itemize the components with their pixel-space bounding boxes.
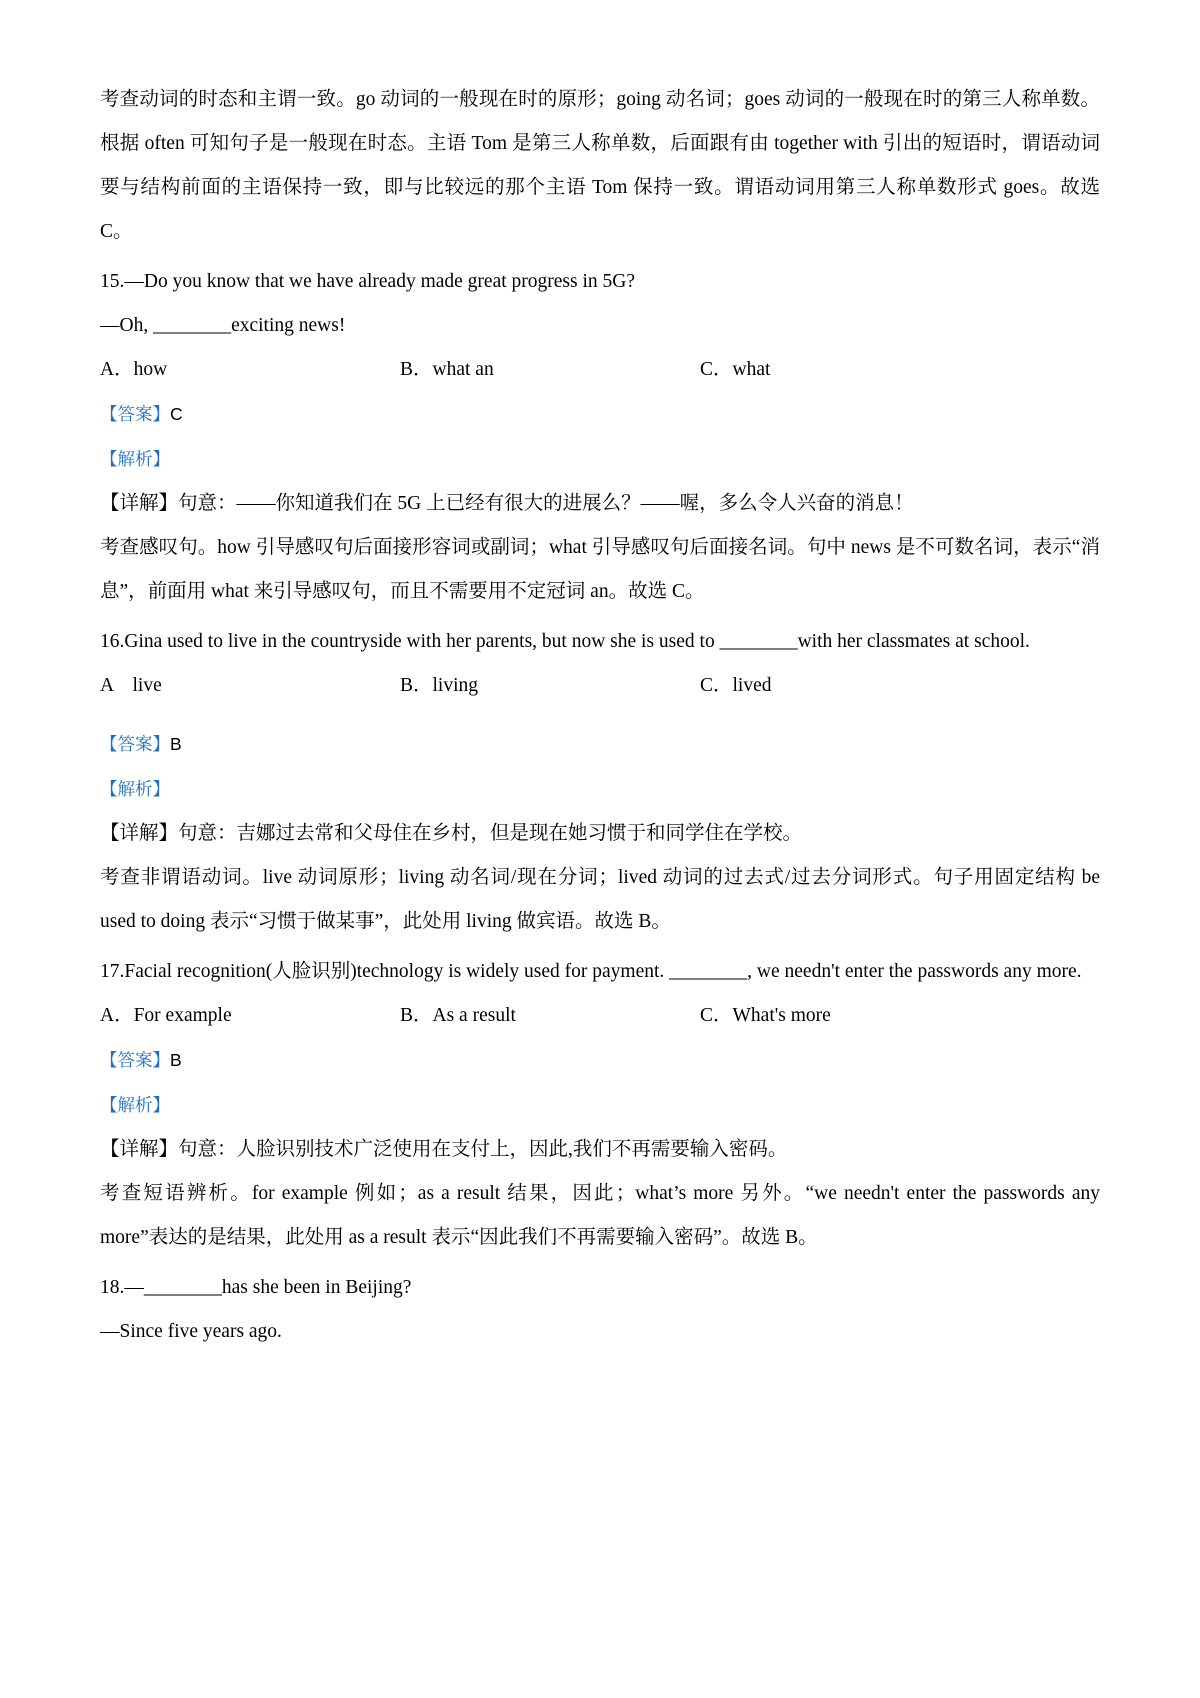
analysis-tag: 【解析】: [100, 449, 170, 469]
question-15-options: [100, 348, 1100, 392]
question-15-answer-line: [100, 392, 1100, 437]
answer-tag: 【答案】: [100, 1050, 170, 1070]
question-18-stem-line-1: 18.—________has she been in Beijing?: [100, 1277, 412, 1298]
question-18: [100, 1266, 1100, 1354]
question-18-stem-line-2: —Since five years ago.: [100, 1321, 282, 1342]
question-15-option-c[interactable]: C．what: [700, 359, 771, 380]
question-15: [100, 260, 1100, 614]
answer-tag: 【答案】: [100, 404, 170, 424]
question-16-stem-line-1: 16.Gina used to live in the countryside with her parents, but now she is used to ________with her classmates at school.: [100, 631, 1030, 652]
question-16-option-c[interactable]: C．lived: [700, 675, 772, 696]
question-16: [100, 620, 1100, 944]
question-16-answer-value: B: [170, 734, 182, 754]
question-17-stem-line-1: 17.Facial recognition(人脸识别)technology is widely used for payment. ________, we needn't enter the passwords any more.: [100, 961, 1082, 982]
question-15-detail-line-2: 考查感叹句。how 引导感叹句后面接形容词或副词；what 引导感叹句后面接名词。句中 news 是不可数名词，表示“消息”，前面用 what 来引导感叹句，而且不需要用不定冠词 an。故选 C。: [100, 537, 1100, 602]
question-16-option-b[interactable]: B．living: [400, 675, 479, 696]
question-16-options: [100, 664, 1100, 708]
explanation-paragraph-14: 考查动词的时态和主谓一致。go 动词的一般现在时的原形；going 动名词；goes 动词的一般现在时的第三人称单数。根据 often 可知句子是一般现在时态。主语 Tom 是第三人称单数，后面跟有由 together with 引出的短语时，谓语动词要与结构前面的主语保持一致，即与比较远的那个主语 Tom 保持一致。谓语动词用第三人称单数形式 goes。故选 C。: [100, 89, 1100, 242]
question-16-detail-line-1: 【详解】句意：吉娜过去常和父母住在乡村，但是现在她习惯于和同学住在学校。: [100, 823, 803, 844]
question-17-detail-line-1: 【详解】句意：人脸识别技术广泛使用在支付上，因此,我们不再需要输入密码。: [100, 1139, 788, 1160]
answer-tag: 【答案】: [100, 734, 170, 754]
question-15-option-b[interactable]: B．what an: [400, 359, 494, 380]
question-15-analysis-line: [100, 437, 1100, 482]
question-16-answer-line: [100, 722, 1100, 767]
question-17-option-a[interactable]: A．For example: [100, 1005, 232, 1026]
analysis-tag: 【解析】: [100, 779, 170, 799]
question-15-detail-line-1: 【详解】句意：——你知道我们在 5G 上已经有很大的进展么？——喔，多么令人兴奋的消息！: [100, 493, 914, 514]
question-17-detail-line-2: 考查短语辨析。for example 例如；as a result 结果，因此；what’s more 另外。“we needn't enter the passwords any more”表达的是结果，此处用 as a result 表示“因此我们不再需要输入密码”。故选 B。: [100, 1183, 1100, 1248]
question-15-answer-value: C: [170, 404, 183, 424]
question-17-option-b[interactable]: B．As a result: [400, 1005, 516, 1026]
question-15-stem-line-2: —Oh, ________exciting news!: [100, 315, 346, 336]
question-16-option-a[interactable]: A live: [100, 675, 162, 696]
question-15-option-a[interactable]: A．how: [100, 359, 168, 380]
question-17-answer-value: B: [170, 1050, 182, 1070]
analysis-tag: 【解析】: [100, 1095, 170, 1115]
question-16-analysis-line: [100, 767, 1100, 812]
question-17: [100, 950, 1100, 1260]
question-17-analysis-line: [100, 1083, 1100, 1128]
question-17-answer-line: [100, 1038, 1100, 1083]
question-17-options: [100, 994, 1100, 1038]
question-15-stem-line-1: 15.—Do you know that we have already made great progress in 5G?: [100, 271, 636, 292]
question-17-option-c[interactable]: C．What's more: [700, 1005, 831, 1026]
question-16-detail-line-2: 考查非谓语动词。live 动词原形；living 动名词/现在分词；lived 动词的过去式/过去分词形式。句子用固定结构 be used to doing 表示“习惯于做某事”，此处用 living 做宾语。故选 B。: [100, 867, 1100, 932]
